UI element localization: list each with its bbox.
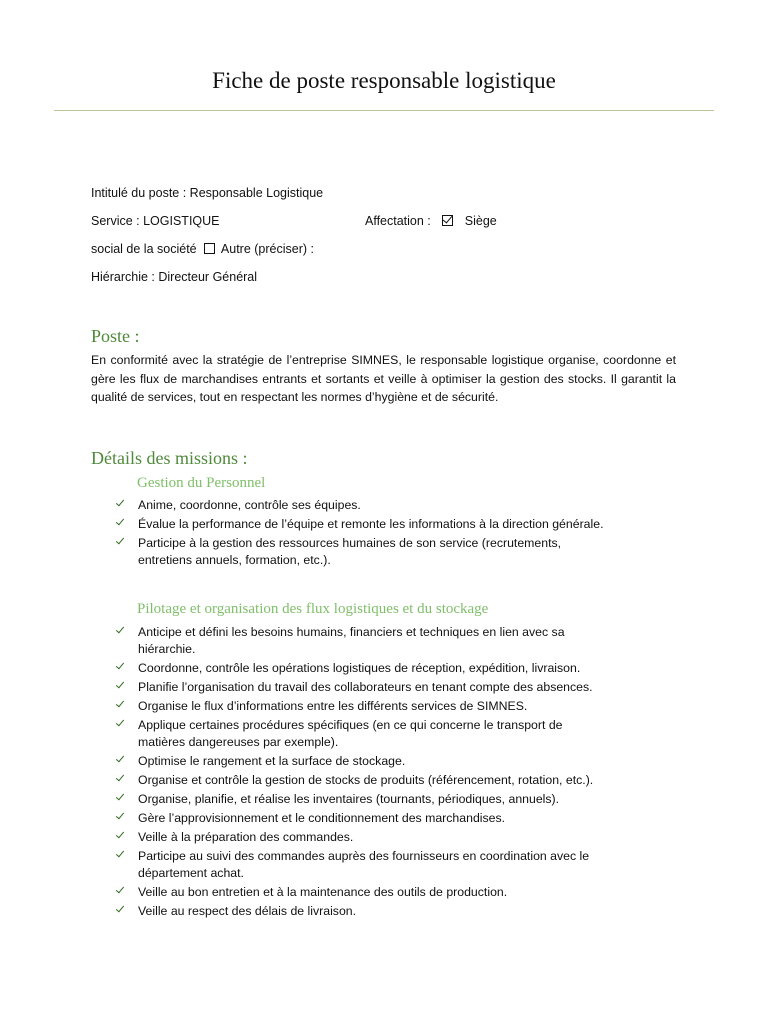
list-item [0, 791, 608, 808]
group-heading-personnel: Gestion du Personnel [137, 475, 266, 491]
mission-text: Applique certaines procédures spécifiques (en ce qui concerne le transport de matières dangereuses par exemple). [138, 718, 563, 749]
meta-intitule: Intitulé du poste : Responsable Logistique [91, 186, 324, 200]
list-item [0, 497, 608, 514]
list-item [0, 698, 608, 715]
affectation-option-siege: Siège [464, 214, 497, 228]
list-item [0, 679, 608, 696]
title-divider [54, 110, 714, 111]
check-icon [116, 772, 126, 784]
mission-text: Veille à la préparation des commandes. [138, 830, 354, 844]
list-item [0, 829, 608, 846]
mission-text: Évalue la performance de l’équipe et remonte les informations à la direction générale. [138, 517, 604, 531]
mission-text: Veille au respect des délais de livraison. [138, 904, 357, 918]
meta-affectation-line2 [91, 241, 314, 257]
mission-text: Participe au suivi des commandes auprès des fournisseurs en coordination avec le département achat. [138, 849, 590, 880]
check-icon [116, 753, 126, 765]
list-item [0, 516, 608, 533]
mission-text: Planifie l’organisation du travail des collaborateurs en tenant compte des absences. [138, 680, 593, 694]
mission-text: Organise le flux d’informations entre les différents services de SIMNES. [138, 699, 528, 713]
list-item [0, 884, 608, 901]
mission-text: Anime, coordonne, contrôle ses équipes. [138, 498, 361, 512]
list-item [0, 624, 608, 658]
check-icon [116, 497, 126, 509]
check-icon [116, 698, 126, 710]
check-icon [116, 884, 126, 896]
meta-hierarchie: Hiérarchie : Directeur Général [91, 270, 258, 284]
check-icon [116, 660, 126, 672]
mission-text: Anticipe et défini les besoins humains, financiers et techniques en lien avec sa hiérarchie. [138, 625, 565, 656]
meta-affectation [365, 213, 497, 229]
check-icon [116, 903, 126, 915]
list-item [0, 717, 608, 751]
page-title: Fiche de poste responsable logistique [212, 68, 556, 93]
list-item [0, 535, 608, 569]
affectation-line2-text: social de la société [91, 242, 197, 256]
list-item [0, 810, 608, 827]
mission-text: Veille au bon entretien et à la maintenance des outils de production. [138, 885, 508, 899]
check-icon [116, 717, 126, 729]
list-item [0, 660, 608, 677]
checked-box-icon[interactable] [442, 215, 453, 226]
mission-text: Organise, planifie, et réalise les inventaires (tournants, périodiques, annuels). [138, 792, 560, 806]
check-icon [116, 829, 126, 841]
mission-text: Coordonne, contrôle les opérations logistiques de réception, expédition, livraison. [138, 661, 581, 675]
mission-list-personnel [0, 497, 768, 571]
poste-heading: Poste : [91, 326, 140, 346]
unchecked-box-icon[interactable] [204, 243, 215, 254]
check-icon [116, 848, 126, 860]
mission-text: Participe à la gestion des ressources humaines de son service (recrutements, entretiens annuels, formation, etc.). [138, 536, 562, 567]
check-icon [116, 624, 126, 636]
mission-text: Organise et contrôle la gestion de stocks de produits (référencement, rotation, etc.). [138, 773, 594, 787]
mission-list-pilotage [0, 624, 768, 922]
check-icon [116, 535, 126, 547]
list-item [0, 772, 608, 789]
list-item [0, 753, 608, 770]
check-icon [116, 810, 126, 822]
check-icon [116, 679, 126, 691]
check-icon [116, 791, 126, 803]
check-icon [116, 516, 126, 528]
missions-heading: Détails des missions : [91, 448, 248, 468]
affectation-label: Affectation : [365, 214, 431, 228]
list-item [0, 903, 608, 920]
mission-text: Gère l’approvisionnement et le conditionnement des marchandises. [138, 811, 506, 825]
affectation-option-autre: Autre (préciser) : [220, 242, 314, 256]
meta-service: Service : LOGISTIQUE [91, 214, 220, 228]
poste-description: En conformité avec la stratégie de l’entreprise SIMNES, le responsable logistique organise, coordonne et gère les flux de marchandises entrants et sortants et veille à optimiser la gestion des stocks. Il garantit la qualité de services, tout en respectant les normes d’hygiène et de sécurité. [91, 353, 676, 404]
mission-text: Optimise le rangement et la surface de stockage. [138, 754, 406, 768]
list-item [0, 848, 608, 882]
group-heading-pilotage: Pilotage et organisation des flux logistiques et du stockage [137, 601, 489, 617]
